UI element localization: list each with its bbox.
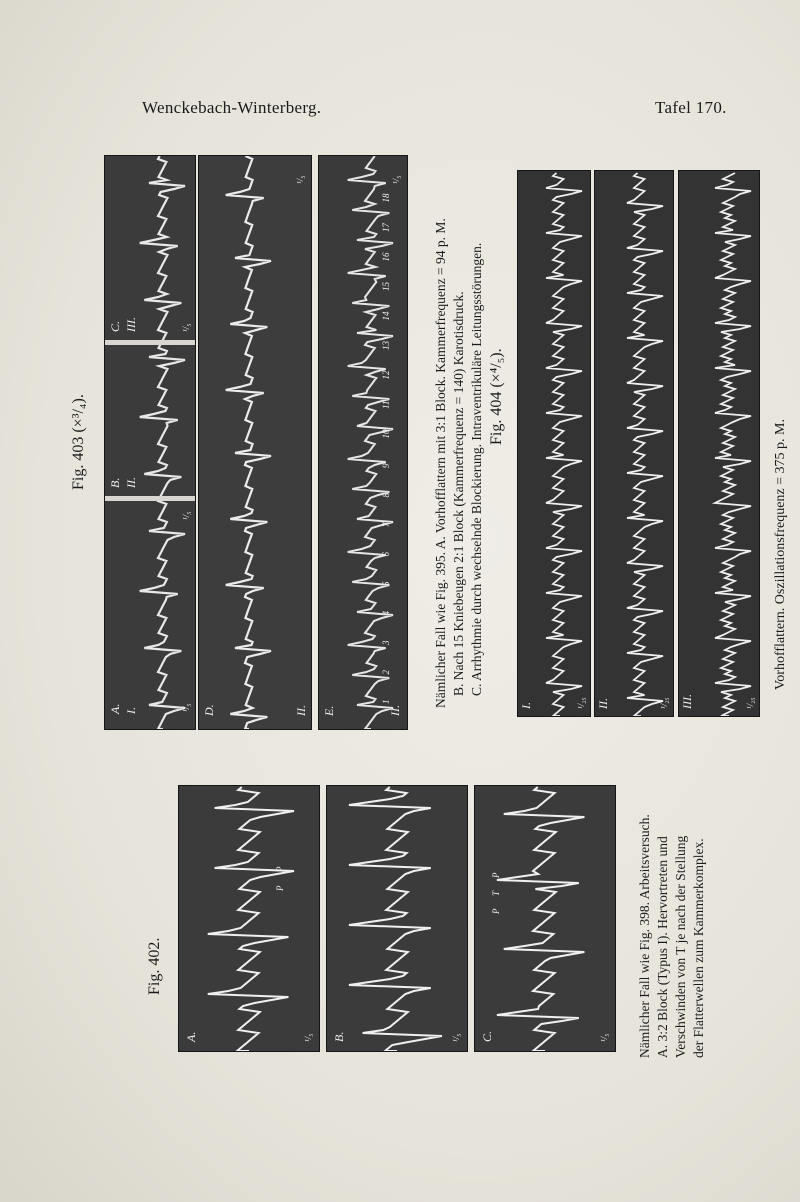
fig402-wave-label: T [491, 890, 501, 896]
fig403-beat-number-text: 3 [381, 640, 391, 645]
fig403-beat-number-text: 5 [381, 581, 391, 586]
fig402-caption-line: A. 3:2 Block (Typus I). Hervortreten und [655, 836, 670, 1058]
fig403-beat-number [381, 522, 391, 527]
fig403-beat-number [381, 311, 391, 321]
fig403-lead-e: II. [388, 705, 402, 716]
fig403-strip-e [318, 155, 408, 730]
fig403-caption [432, 218, 486, 708]
fig402-strip-a [178, 785, 320, 1052]
fig403-beat-number-text: 13 [381, 341, 391, 350]
fig403-beat-number [381, 463, 391, 468]
fig403-beat-number-text: 4 [381, 611, 391, 616]
fig403-beat-number-text: 12 [381, 370, 391, 380]
fig402-label-b: B. [332, 1031, 346, 1042]
fig403-beat-number [381, 700, 391, 705]
fig402-caption [636, 814, 708, 1058]
fig403-caption-line: Nämlicher Fall wie Fig. 395. A. Vorhofflattern mit 3:1 Block. Kammerfrequenz = 94 p. M. [433, 218, 448, 708]
plate-author-header: Wenckebach-Winterberg. [142, 98, 322, 117]
fig402-label-c: C. [480, 1030, 494, 1042]
fig402-wave-label: P [491, 872, 501, 878]
fig403-beat-number-text: 1 [381, 699, 391, 704]
plate-number-header: Tafel 170. [655, 98, 727, 117]
fig402-caption-line: der Flatterwellen zum Kammerkomplex. [691, 838, 706, 1058]
fig402-strip-b [326, 785, 468, 1052]
fig403-scale: ¹/₅ [181, 703, 191, 712]
fig402-scale: ¹/₅ [451, 1033, 461, 1042]
fig403-lead-b: II. [124, 477, 138, 488]
fig404-scale: ¹/₂₅ [576, 697, 586, 709]
fig402-scale: ¹/₅ [303, 1033, 313, 1042]
fig403-beat-number-text: 6 [381, 552, 391, 557]
fig402-wave-label: P [275, 866, 285, 872]
fig402-scale: ¹/₅ [599, 1033, 609, 1042]
fig404-strip-3 [678, 170, 760, 717]
fig403-beat-number-text: 10 [381, 429, 391, 439]
fig403-label-d: D. [202, 704, 216, 716]
fig403-beat-number [381, 252, 391, 262]
fig402-wave-label: P [275, 885, 285, 891]
fig403-scale: ¹/₅ [181, 511, 191, 520]
fig403-strip-d [198, 155, 312, 730]
fig404-scale: ¹/₂₅ [745, 697, 755, 709]
fig403-beat-number [381, 670, 391, 675]
fig402-label-a: A. [184, 1031, 198, 1042]
fig402-wave-label: P [491, 908, 501, 914]
fig404-lead-1: I. [519, 702, 533, 709]
fig404-title: Fig. 404 (×⁴/₅). [488, 348, 505, 445]
fig403-beat-number [381, 581, 391, 586]
fig403-beat-number [381, 493, 391, 498]
fig403-label-c: C. [108, 320, 122, 332]
fig403-beat-number [381, 193, 391, 203]
fig403-beat-number-text: 17 [381, 223, 391, 232]
fig402-strip-c [474, 785, 616, 1052]
fig403-scale: ¹/₅ [181, 323, 191, 332]
fig403-lead-c: III. [124, 317, 138, 332]
panel-separator [105, 496, 195, 501]
fig403-beat-number-text: 11 [381, 400, 391, 409]
fig403-title: Fig. 403 (×³/₄). [70, 394, 87, 490]
fig404-caption: Vorhofflattern. Oszillationsfrequenz = 375 p. M. [773, 419, 788, 690]
fig403-beat-number [381, 640, 391, 646]
fig403-caption-line: C. Arrhythmie durch wechselnde Blockierung. Intraventrikuläre Leitungsstörungen. [469, 242, 484, 696]
fig404-strip-2 [594, 170, 674, 717]
fig402-title: Fig. 402. [146, 937, 163, 995]
fig403-beat-number [381, 341, 391, 351]
fig403-beat-number [381, 282, 391, 292]
fig404-lead-3: III. [680, 694, 694, 709]
fig402-caption-line: Nämlicher Fall wie Fig. 398. Arbeitsversuch. [637, 814, 652, 1058]
fig403-scale: ¹/₅ [391, 175, 401, 184]
fig403-beat-number-text: 14 [381, 311, 391, 321]
fig403-beat-number-text: 15 [381, 282, 391, 291]
panel-separator [105, 340, 195, 345]
fig403-lead-a: I. [124, 707, 138, 714]
fig402-caption-line: Verschwinden von T je nach der Stellung [673, 835, 688, 1058]
fig403-label-e: E. [322, 705, 336, 716]
fig403-label-b: B. [108, 477, 122, 488]
fig403-beat-number-text: 2 [381, 670, 391, 675]
fig404-lead-2: II. [596, 698, 610, 709]
fig403-beat-number [381, 552, 391, 557]
fig403-lead-d: II. [294, 705, 308, 716]
fig403-beat-number-text: 16 [381, 252, 391, 262]
fig403-beat-number [381, 401, 391, 409]
fig403-beat-number-text: 7 [381, 522, 391, 527]
fig403-beat-number-text: 9 [381, 463, 391, 468]
fig403-label-a: A. [108, 703, 122, 714]
fig403-beat-number-text: 18 [381, 193, 391, 203]
fig403-strip-abc [104, 155, 196, 730]
fig403-beat-number-text: 8 [381, 493, 391, 498]
fig403-caption-line: B. Nach 15 Kniebeugen 2:1 Block (Kammerfrequenz = 140) Karotisdruck. [451, 291, 466, 696]
fig403-beat-number [381, 370, 391, 380]
fig403-beat-number [381, 429, 391, 439]
fig404-scale: ¹/₂₅ [659, 697, 669, 709]
fig403-beat-number [381, 611, 391, 616]
fig403-beat-number [381, 223, 391, 233]
fig403-scale: ¹/₅ [295, 175, 305, 184]
fig404-strip-1 [517, 170, 591, 717]
